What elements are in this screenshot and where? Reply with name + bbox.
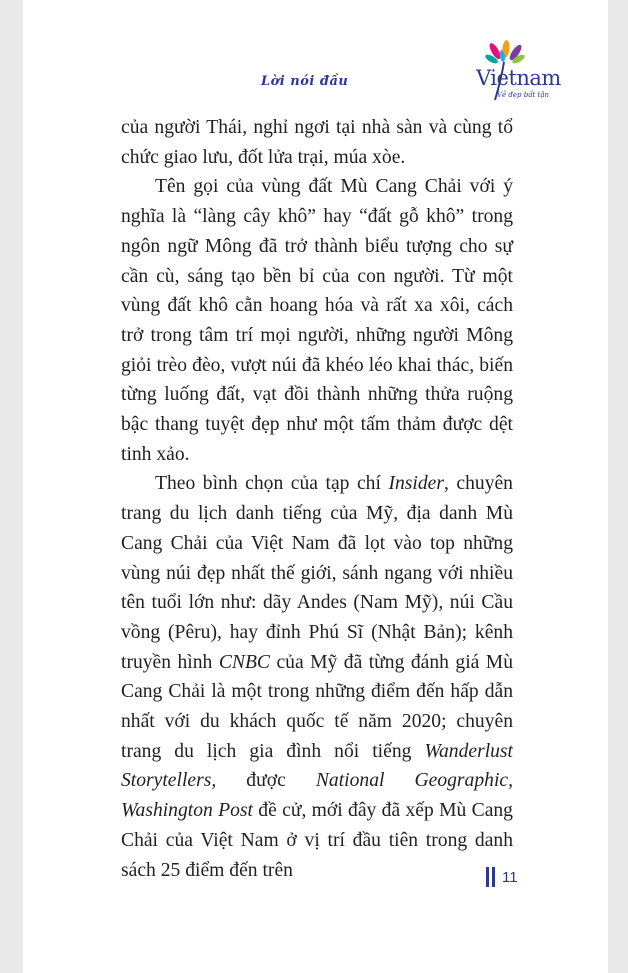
paragraph-1: của người Thái, nghỉ ngơi tại nhà sàn và cùng tổ chức giao lưu, đốt lửa trại, múa xòe.	[121, 117, 513, 168]
text-run: được	[216, 770, 316, 792]
text-run: của Mỹ đã từng đánh giá Mù Cang Chải là một trong những điểm đến hấp dẫn nhất với du khách quốc tế năm 2020; chuyên trang du lịch gia đình nổi tiếng	[121, 651, 514, 762]
text-run: đề cử, mới đây đã xếp Mù Cang Chải của Việt Nam ở vị trí đầu tiên trong danh sách 25 điểm đến trên	[121, 800, 513, 881]
double-bar-icon	[486, 867, 496, 887]
text-run: , chuyên trang du lịch danh tiếng của Mỹ, địa danh Mù Cang Chải của Việt Nam đã lọt vào top những vùng núi đẹp nhất thế giới, sánh ngang với nhiều tên tuổi lớn như: dãy Andes (Nam Mỹ), núi Cầu vồng (Pêru), hay đỉnh Phú Sĩ (Nhật Bản); kênh truyền hình	[121, 473, 513, 673]
running-header: Lời nói đầu	[261, 74, 349, 89]
book-page	[23, 0, 608, 973]
italic-natgeo-wapo: National Geographic, Washington Post	[121, 770, 513, 822]
paragraph-3	[121, 469, 513, 885]
text-run: Theo bình chọn của tạp chí	[155, 473, 389, 495]
logo-tagline: Vẻ đẹp bất tận	[497, 91, 550, 99]
body-text	[121, 113, 513, 885]
italic-wanderlust: Wanderlust Storytellers,	[121, 740, 513, 792]
italic-insider: Insider	[388, 473, 444, 495]
logo-wordmark: Vietnam	[476, 66, 561, 90]
paragraph-2: Tên gọi của vùng đất Mù Cang Chải với ý nghĩa là “làng cây khô” hay “đất gỗ khô” trong ngôn ngữ Mông đã trở thành biểu tượng cho sự cần cù, sáng tạo bền bỉ của con người. Từ một vùng đất khô cằn hoang hóa và rất xa xôi, cách trở trong tâm trí mọi người, những người Mông giỏi trèo đèo, vượt núi đã khéo léo khai thác, biến từng luống đất, vạt đồi thành những thửa ruộng bậc thang tuyệt đẹp như một tấm thảm được dệt tinh xảo.	[121, 176, 513, 465]
page-number: 11	[502, 869, 518, 886]
italic-cnbc: CNBC	[218, 651, 270, 673]
